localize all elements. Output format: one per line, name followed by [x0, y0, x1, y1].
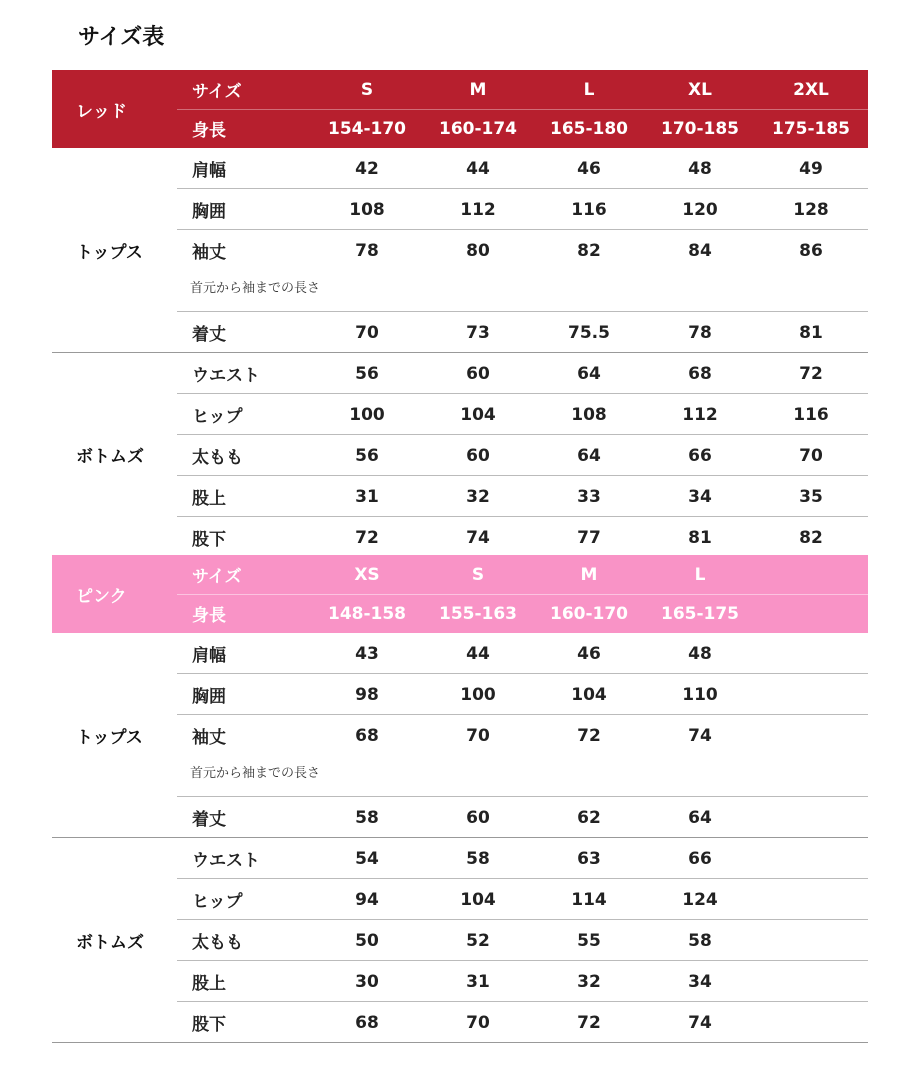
- size-cell: S: [471, 564, 485, 585]
- value-cell: 66: [688, 445, 712, 466]
- height-cell: 165-180: [549, 118, 629, 139]
- value-cell: 72: [799, 363, 823, 384]
- value-cell: 82: [799, 527, 823, 548]
- value-cell: 31: [466, 971, 490, 992]
- value-cell: 68: [355, 1012, 379, 1033]
- pink-header-band: [52, 555, 868, 633]
- table-row: [52, 353, 868, 394]
- height-row: [52, 594, 868, 633]
- value-cell: 98: [355, 684, 379, 705]
- row-label: 股下: [192, 530, 226, 550]
- value-cell: 74: [688, 1012, 712, 1033]
- value-cell: 62: [577, 807, 601, 828]
- size-cell: M: [580, 564, 598, 585]
- height-cell: 148-158: [327, 603, 407, 624]
- value-cell: 114: [571, 889, 607, 910]
- table-row: [52, 189, 868, 230]
- value-cell: 35: [799, 486, 823, 507]
- height-row: [52, 109, 868, 148]
- row-label: 股下: [192, 1015, 226, 1035]
- value-cell: 43: [355, 643, 379, 664]
- row-label: 袖丈: [192, 728, 226, 748]
- value-cell: 82: [577, 240, 601, 261]
- value-cell: 31: [355, 486, 379, 507]
- value-cell: 70: [466, 1012, 490, 1033]
- height-cell: 165-175: [660, 603, 740, 624]
- value-cell: 34: [688, 971, 712, 992]
- height-cell: 155-163: [438, 603, 518, 624]
- value-cell: 110: [682, 684, 718, 705]
- row-label: 着丈: [192, 325, 226, 345]
- value-cell: 81: [799, 322, 823, 343]
- value-cell: 64: [688, 807, 712, 828]
- value-cell: 48: [688, 158, 712, 179]
- page-title: サイズ表: [78, 25, 165, 50]
- height-cell: 175-185: [771, 118, 851, 139]
- value-cell: 112: [460, 199, 496, 220]
- value-cell: 75.5: [568, 322, 610, 343]
- height-row-label: 身長: [192, 606, 226, 626]
- table-row: [52, 476, 868, 517]
- size-cell: XL: [688, 79, 712, 100]
- bottoms-label: ボトムズ: [76, 933, 144, 953]
- value-cell: 66: [688, 848, 712, 869]
- value-cell: 68: [355, 725, 379, 746]
- table-row: [52, 517, 868, 558]
- table-row: [52, 230, 868, 312]
- sleeve-note: 首元から袖までの長さ: [190, 766, 321, 781]
- value-cell: 80: [466, 240, 490, 261]
- red-tops-section: [52, 148, 868, 353]
- row-label: ウエスト: [192, 366, 260, 386]
- value-cell: 54: [355, 848, 379, 869]
- value-cell: 72: [577, 1012, 601, 1033]
- table-row: [52, 838, 868, 879]
- pink-tops-section: [52, 633, 868, 838]
- row-label: 着丈: [192, 810, 226, 830]
- value-cell: 70: [799, 445, 823, 466]
- row-label: 肩幅: [192, 646, 226, 666]
- row-label: 肩幅: [192, 161, 226, 181]
- height-cell: 160-170: [549, 603, 629, 624]
- table-row: [52, 715, 868, 797]
- table-bottom-border: [52, 1042, 868, 1043]
- tops-label: トップス: [76, 243, 143, 263]
- table-row: [52, 312, 868, 353]
- value-cell: 30: [355, 971, 379, 992]
- value-cell: 72: [355, 527, 379, 548]
- table-row: [52, 633, 868, 674]
- value-cell: 100: [460, 684, 496, 705]
- value-cell: 44: [466, 643, 490, 664]
- row-label: 胸囲: [192, 687, 226, 707]
- value-cell: 77: [577, 527, 601, 548]
- value-cell: 56: [355, 363, 379, 384]
- value-cell: 108: [349, 199, 385, 220]
- size-cell: S: [360, 79, 374, 100]
- tops-label: トップス: [76, 728, 143, 748]
- value-cell: 116: [793, 404, 829, 425]
- table-row: [52, 920, 868, 961]
- red-bottoms-section: [52, 353, 868, 555]
- value-cell: 46: [577, 158, 601, 179]
- size-row: [52, 70, 868, 109]
- size-cell: XS: [354, 564, 380, 585]
- row-label: 股上: [192, 489, 226, 509]
- value-cell: 81: [688, 527, 712, 548]
- value-cell: 108: [571, 404, 607, 425]
- table-row: [52, 961, 868, 1002]
- value-cell: 124: [682, 889, 718, 910]
- value-cell: 34: [688, 486, 712, 507]
- size-row: [52, 555, 868, 594]
- value-cell: 44: [466, 158, 490, 179]
- value-cell: 64: [577, 363, 601, 384]
- value-cell: 78: [355, 240, 379, 261]
- pink-bottoms-section: [52, 838, 868, 1043]
- value-cell: 55: [577, 930, 601, 951]
- height-cell: 160-174: [438, 118, 518, 139]
- size-cell: M: [469, 79, 487, 100]
- value-cell: 56: [355, 445, 379, 466]
- value-cell: 68: [688, 363, 712, 384]
- row-label: ヒップ: [192, 892, 243, 912]
- value-cell: 74: [466, 527, 490, 548]
- table-row: [52, 148, 868, 189]
- color-label-red: レッド: [76, 101, 127, 122]
- value-cell: 63: [577, 848, 601, 869]
- table-row: [52, 435, 868, 476]
- value-cell: 49: [799, 158, 823, 179]
- value-cell: 116: [571, 199, 607, 220]
- value-cell: 46: [577, 643, 601, 664]
- value-cell: 52: [466, 930, 490, 951]
- value-cell: 74: [688, 725, 712, 746]
- value-cell: 60: [466, 445, 490, 466]
- value-cell: 84: [688, 240, 712, 261]
- row-label: 太もも: [192, 933, 243, 953]
- value-cell: 70: [355, 322, 379, 343]
- size-row-label: サイズ: [192, 82, 242, 102]
- size-cell: L: [694, 564, 706, 585]
- row-label: 胸囲: [192, 202, 226, 222]
- value-cell: 58: [466, 848, 490, 869]
- value-cell: 33: [577, 486, 601, 507]
- row-label: ウエスト: [192, 851, 260, 871]
- sleeve-note: 首元から袖までの長さ: [190, 281, 321, 296]
- value-cell: 42: [355, 158, 379, 179]
- row-label: 股上: [192, 974, 226, 994]
- height-cell: 154-170: [327, 118, 407, 139]
- value-cell: 86: [799, 240, 823, 261]
- value-cell: 48: [688, 643, 712, 664]
- value-cell: 58: [688, 930, 712, 951]
- value-cell: 58: [355, 807, 379, 828]
- value-cell: 50: [355, 930, 379, 951]
- value-cell: 70: [466, 725, 490, 746]
- value-cell: 78: [688, 322, 712, 343]
- value-cell: 112: [682, 404, 718, 425]
- red-header-band: [52, 70, 868, 148]
- color-label-pink: ピンク: [76, 586, 127, 607]
- value-cell: 120: [682, 199, 718, 220]
- value-cell: 94: [355, 889, 379, 910]
- value-cell: 104: [460, 404, 496, 425]
- row-label: 太もも: [192, 448, 243, 468]
- table-row: [52, 394, 868, 435]
- size-cell: 2XL: [793, 79, 829, 100]
- height-cell: 170-185: [660, 118, 740, 139]
- value-cell: 128: [793, 199, 829, 220]
- size-row-label: サイズ: [192, 567, 242, 587]
- table-row: [52, 674, 868, 715]
- value-cell: 104: [460, 889, 496, 910]
- value-cell: 32: [466, 486, 490, 507]
- value-cell: 73: [466, 322, 490, 343]
- value-cell: 64: [577, 445, 601, 466]
- value-cell: 100: [349, 404, 385, 425]
- table-row: [52, 1002, 868, 1043]
- value-cell: 72: [577, 725, 601, 746]
- size-cell: L: [583, 79, 595, 100]
- value-cell: 32: [577, 971, 601, 992]
- table-row: [52, 797, 868, 838]
- row-label: ヒップ: [192, 407, 243, 427]
- value-cell: 104: [571, 684, 607, 705]
- bottoms-label: ボトムズ: [76, 446, 144, 467]
- table-row: [52, 879, 868, 920]
- row-label: 袖丈: [192, 243, 226, 263]
- value-cell: 60: [466, 807, 490, 828]
- value-cell: 60: [466, 363, 490, 384]
- height-row-label: 身長: [192, 121, 226, 141]
